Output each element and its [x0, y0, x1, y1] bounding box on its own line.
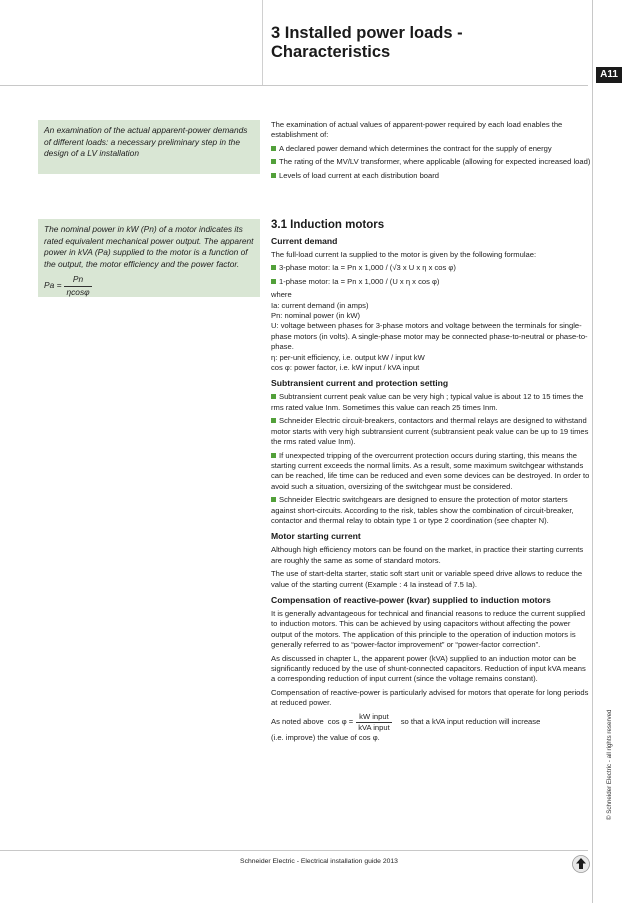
formula-bullet: 3-phase motor: Ia = Pn x 1,000 / (√3 x U x η x cos φ) — [271, 263, 591, 273]
definition: η: per-unit efficiency, i.e. output kW / input kW — [271, 352, 425, 362]
cosphi-tail: (i.e. improve) the value of cos φ. — [271, 733, 380, 743]
cosphi-fraction — [356, 712, 392, 734]
intro-text: The examination of actual values of apparent-power required by each load enables the establishment of: — [271, 120, 563, 140]
intro-bullet: Levels of load current at each distribution board — [271, 171, 591, 181]
subtransient-bullet: If unexpected tripping of the overcurrent protection occurs during starting, this means the starting current exceeds the normal limits. As a result, some maximum switchgear withstands can be reached, life time can be reduced and even some devices can be destroyed. In order to avoid such a situation, oversizing of the switchgear must be considered. — [271, 450, 590, 491]
cosphi-num: kW input — [356, 712, 392, 723]
bullet-square-icon — [271, 279, 276, 284]
where-label: where — [271, 290, 292, 300]
current-demand-heading: Current demand — [271, 236, 338, 246]
definition: U: voltage between phases for 3-phase motors and voltage between the terminals for single-phase motors (in volts). A single-phase motor may be connected phase-to-neutral or phase-to-phase. — [271, 321, 588, 352]
starting-current-heading: Motor starting current — [271, 531, 361, 542]
column-divider-top — [262, 0, 263, 85]
pa-formula-left: Pa = — [44, 280, 62, 291]
page-title — [271, 24, 571, 62]
compensation-paragraph: Compensation of reactive-power is particularly advised for motors that operate for long periods at reduced power. — [271, 687, 589, 708]
sidebox-nominal-power — [38, 219, 260, 297]
intro-bullet: The rating of the MV/LV transformer, where applicable (allowing for expected increased load) — [271, 157, 591, 167]
subtransient-bullet: Schneider Electric switchgears are designed to ensure the protection of motor starters against short-circuits. According to the risk, tables show the combination of circuit-breaker, contactor and thermal relay to obtain type 1 or type 2 coordination (see chapter N). — [271, 495, 574, 525]
right-margin-rule — [592, 0, 593, 903]
page-title-line1: 3 Installed power loads - — [271, 24, 463, 42]
bullet-square-icon — [271, 453, 276, 458]
bullet-square-icon — [271, 265, 276, 270]
compensation-heading: Compensation of reactive-power (kvar) supplied to induction motors — [271, 594, 551, 605]
compensation-paragraph: It is generally advantageous for technical and financial reasons to reduce the current supplied to induction motors. This can be achieved by using capacitors without affecting the power output of the motors. The application of this principle to the operation of induction motors is generally referred to as “power-factor improvement” or “power-factor correction”. — [271, 608, 586, 650]
home-arrow-icon[interactable] — [572, 855, 590, 873]
footer-rule — [0, 850, 588, 851]
bullet-square-icon — [271, 159, 276, 164]
compensation-paragraph: As discussed in chapter L, the apparent power (kVA) supplied to an induction motor can be significantly reduced by the use of shunt-connected capacitors. Reduction of input kVA means a corresponding reduction of input current (since the voltage remains constant). — [271, 653, 586, 684]
starting-paragraph: Although high efficiency motors can be found on the market, in practice their starting currents are roughly the same as some of standard motors. — [271, 545, 584, 565]
page-title-line2: Characteristics — [271, 43, 391, 61]
page-tab: A11 — [596, 67, 622, 83]
definition: Ia: current demand (in amps) — [271, 300, 369, 310]
formula-bullet: 1-phase motor: Ia = Pn x 1,000 / (U x η x cos φ) — [271, 277, 591, 287]
cosphi-pre: As noted above — [271, 717, 324, 727]
bullet-square-icon — [271, 418, 276, 423]
bullet-square-icon — [271, 394, 276, 399]
current-demand-text: The full-load current Ia supplied to the motor is given by the following formulae: — [271, 250, 537, 259]
bullet-square-icon — [271, 173, 276, 178]
intro-bullet: A declared power demand which determines the contract for the supply of energy — [271, 144, 591, 154]
pa-formula-num: Pn — [64, 274, 91, 287]
copyright-vertical: © Schneider Electric - all rights reserved — [606, 709, 613, 820]
pa-formula — [44, 274, 254, 298]
definition: Pn: nominal power (in kW) — [271, 311, 361, 321]
cosphi-post: so that a kVA input reduction will increase — [400, 717, 541, 727]
subtransient-heading: Subtransient current and protection setting — [271, 378, 449, 389]
footer-text: Schneider Electric - Electrical installation guide 2013 — [240, 858, 398, 865]
sidebox-apparent-power — [38, 120, 260, 174]
pa-formula-fraction — [64, 274, 91, 298]
starting-paragraph: The use of start-delta starter, static soft start unit or variable speed drive allows to reduce the value of the starting current (Example : 4 Ia instead of 7.5 Ia). — [271, 569, 583, 589]
subtransient-bullet: Schneider Electric circuit-breakers, contactors and thermal relays are designed to withstand motor starts with very high subtransient current (subtransient peak value can be up to 19 times the rms rated value Inm). — [271, 416, 589, 447]
intro-section — [271, 120, 591, 184]
cosphi-formula — [271, 712, 591, 734]
bullet-square-icon — [271, 497, 276, 502]
subtransient-bullet: Subtransient current peak value can be very high ; typical value is about 12 to 15 times the rms rated value Inm. Sometimes this value can reach 25 times Inm. — [271, 392, 584, 412]
section-induction-motors — [271, 218, 591, 747]
cosphi-lhs: cos φ = — [327, 717, 354, 727]
sidebox-apparent-power-text: An examination of the actual apparent-power demands of different loads: a necessary preliminary step in the design of a LV installation — [44, 125, 248, 158]
section-heading: 3.1 Induction motors — [271, 219, 385, 231]
sidebox-nominal-power-text: The nominal power in kW (Pn) of a motor indicates its rated equivalent mechanical power output. The apparent power in kVA (Pa) supplied to the motor is a function of the output, the motor efficiency and the power factor. — [44, 224, 254, 269]
header-rule — [0, 85, 588, 86]
bullet-square-icon — [271, 146, 276, 151]
pa-formula-den: ηcosφ — [66, 286, 90, 297]
cosphi-den: kVA input — [358, 723, 390, 733]
definition: cos φ: power factor, i.e. kW input / kVA input — [271, 363, 420, 373]
